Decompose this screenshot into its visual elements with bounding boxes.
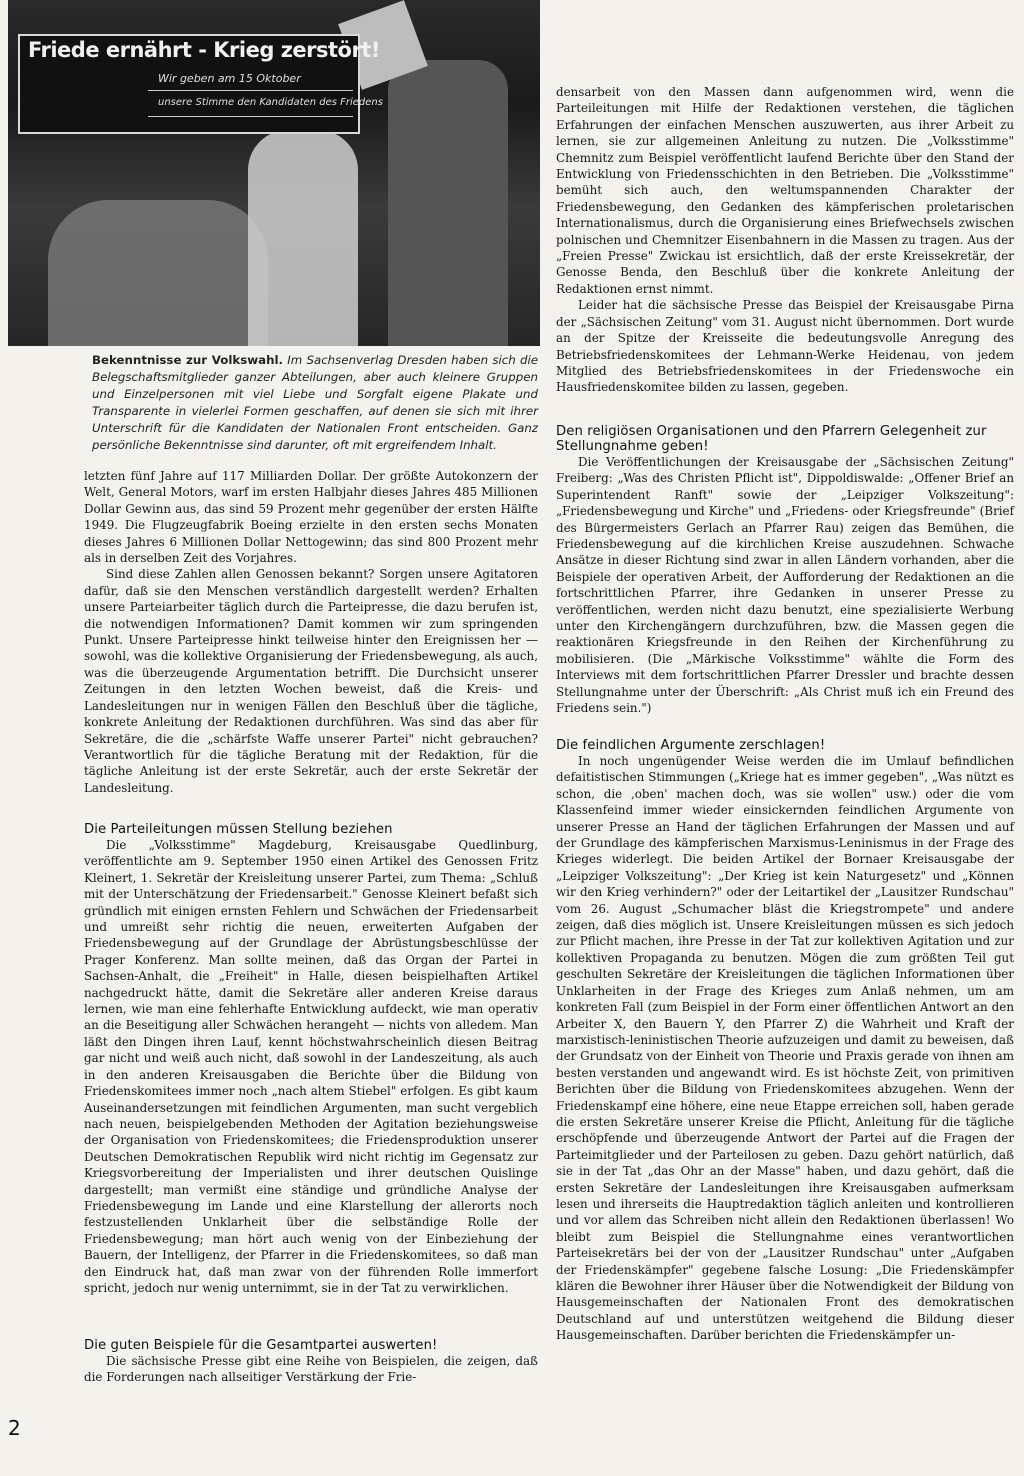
paragraph: letzten fünf Jahre auf 117 Milliarden Dollar. Der größte Autokonzern der Welt, General Motors, warf im ersten Halbjahr dieses Jahres 485 Millionen Dollar Gewinn aus, das sind 59 Prozent mehr gegenüber der ersten Hälfte 1949. Die Flugzeugfabrik Boeing erzielte in den ersten sechs Monaten dieses Jahres 6 Millionen Dollar Nettogewinn; das sind 800 Prozent mehr als in derselben Zeit des Vorjahres.	[84, 469, 538, 566]
photo	[8, 0, 540, 346]
section-heading: Die feindlichen Argumente zerschlagen!	[556, 738, 826, 753]
section-heading: Den religiösen Organisationen und den Pfarrern Gelegenheit zur Stellungnahme geben!	[556, 424, 987, 454]
right-column-section-1	[556, 424, 1014, 717]
section-heading: Die Parteileitungen müssen Stellung beziehen	[84, 822, 393, 837]
page-number: 2	[8, 1416, 21, 1440]
paragraph: Leider hat die sächsische Presse das Beispiel der Kreisausgabe Pirna der „Sächsischen Zeitung" vom 31. August nicht übernommen. Dort wurde an der Spitze der Kreisseite die bedeutungsvolle Anregung des Betriebsfriedenskomitees der Lehmann-Werke Heidenau, von jedem Mitglied des Betriebsfriedenskomitees in der Friedenswoche ein Hausfriedenskomitee bilden zu lassen, gegeben.	[556, 298, 1014, 395]
caption-body: Im Sachsenverlag Dresden haben sich die Belegschaftsmitglieder ganzer Abteilungen, aber auch kleinere Gruppen und Einzelpersonen mit viel Liebe und Sorgfalt eigene Plakate und Transparente in vielerlei Formen geschaffen, auf denen sie sich mit ihrer Unterschrift für die Kandidaten der Nationalen Front entscheiden. Ganz persönliche Bekenntnisse sind darunter, oft mit ergreifendem Inhalt.	[92, 353, 539, 452]
paragraph: In noch ungenügender Weise werden die im Umlauf befindlichen defaitistischen Stimmungen („Kriege hat es immer gegeben", „Was nützt es schon, die ‚oben' machen doch, was sie wollen" usw.) oder die vom Klassenfeind immer wieder einsickernden feindlichen Argumente von unserer Presse an Hand der täglichen Erfahrungen der Massen und auf der Grundlage des kämpferischen Marxismus-Leninismus in der Frage des Krieges widerlegt. Die beiden Artikel der Bornaer Kreisausgabe der „Leipziger Volkszeitung": „Der Krieg ist kein Naturgesetz" und „Können wir den Krieg verhindern?" oder der Leitartikel der „Lausitzer Rundschau" vom 26. August „Schumacher bläst die Kriegstrompete" und andere zeigen, daß dies möglich ist. Unsere Kreisleitungen müssen es sich jedoch zur Pflicht machen, ihre Presse in der Tat zur kollektiven Agitation und zur kollektiven Propaganda zu benutzen. Mögen die zum größten Teil gut geschulten Sekretäre der Kreisleitungen die täglichen Informationen über Unklarheiten in der Frage des Krieges zum Anlaß nehmen, um am konkreten Fall (zum Beispiel in der Form einer öffentlichen Antwort an den Arbeiter X, den Bauern Y, den Pfarrer Z) die Wahrheit und Kraft der marxistisch-leninistischen Theorie aufzuzeigen und damit zu beweisen, daß der Grundsatz von der Einheit von Theorie und Praxis gerade von ihnen am besten verstanden und angewandt wird. Es ist höchste Zeit, von primitiven Berichten über die Bildung von Friedenskomitees abzugehen. Wenn der Friedenskampf eine höhere, eine neue Etappe erreichen soll, haben gerade die ersten Sekretäre unserer Kreise die Pflicht, Anleitung für die tägliche erschöpfende und überzeugende Antwort der Partei auf die Fragen der Parteimitglieder und der Parteilosen zu geben. Dazu gehört natürlich, daß sie in der Tat „das Ohr an der Masse" haben, und dazu gehört, daß die ersten Sekretäre der Landesleitungen ihre Kreisausgaben aufmerksam lesen und ihrerseits die Hauptredaktion täglich anleiten und kontrollieren und vor allem das Schreiben nicht allein den Redaktionen überlassen! Wo bleibt zum Beispiel die Stellungnahme eines verantwortlichen Parteisekretärs bei der von der „Lausitzer Rundschau" unter „Aufgaben der Friedenskämpfer" gegebene falsche Losung: „Die Friedenskämpfer klären die Bewohner ihrer Häuser über die Notwendigkeit der Bildung von Hausgemeinschaften der Nationalen Front des demokratischen Deutschland auf und unterstützen weitgehend die Bildung dieser Hausgemeinschaften. Darüber berichten die Friedenskämpfer un-	[556, 754, 1014, 1343]
left-column-section-2	[84, 1338, 538, 1386]
section-heading: Die guten Beispiele für die Gesamtpartei auswerten!	[84, 1338, 438, 1353]
paragraph: Die Veröffentlichungen der Kreisausgabe der „Sächsischen Zeitung" Freiberg: „Was des Christen Pflicht ist", Dippoldiswalde: „Offener Brief an Superintendent Ranft" sowie der „Leipziger Volkszeitung": „Friedensbewegung und Kirche" und „Friedens- oder Kriegsfreunde" (Brief des Bürgermeisters Gerlach an Pfarrer Rau) zeigen das Bemühen, die Friedensbewegung auf die kirchlichen Kreise auszudehnen. Schwache Ansätze in dieser Richtung sind zwar in allen Ländern vorhanden, aber die Beispiele der operativen Arbeit, der Aufforderung der Redaktionen an die fortschrittlichen Pfarrer, ihre Gedanken in unserer Presse zu veröffentlichen, werden nicht dazu benutzt, eine spezialisierte Werbung unter den Kirchengängern durchzuführen, bzw. die Massen gegen die reaktionären Kriegsfreunde in den Reihen der Kirchenführung zu mobilisieren. (Die „Märkische Volksstimme" wählte die Form des Interviews mit dem fortschrittlichen Pfarrer Dressler und brachte dessen Stellungnahme unter der Überschrift: „Als Christ muß ich ein Freund des Friedens sein.")	[556, 455, 1014, 716]
right-column-section-2	[556, 738, 1014, 1344]
photo-banner-title: Friede ernährt - Krieg zerstört!	[28, 38, 380, 62]
photo-figure-woman	[48, 200, 268, 346]
photo-caption	[92, 352, 538, 454]
right-column-top	[556, 84, 1014, 396]
photo-banner-line-1: Wir geben am 15 Oktober	[158, 72, 301, 85]
left-column-section-1	[84, 822, 538, 1296]
caption-title: Bekenntnisse zur Volkswahl.	[92, 353, 284, 367]
photo-banner-rule	[148, 90, 353, 91]
paragraph: Die „Volksstimme" Magdeburg, Kreisausgabe Quedlinburg, veröffentlichte am 9. September 1950 einen Artikel des Genossen Fritz Kleinert, 1. Sekretär der Kreisleitung unserer Partei, zum Thema: „Schluß mit der Unterschätzung der Friedensarbeit." Genosse Kleinert befaßt sich gründlich mit einigen ernsten Fehlern und Schwächen der Friedensarbeit und umreißt sehr richtig die neuen, erweiterten Aufgaben der Friedensbewegung auf der Grundlage der Abrüstungsbeschlüsse der Prager Konferenz. Man sollte meinen, daß das Organ der Partei in Sachsen-Anhalt, die „Freiheit" in Halle, diesen beispielhaften Artikel nachgedruckt hätte, damit die Sekretäre aller anderen Kreise daraus lernen, wie man eine fehlerhafte Entwicklung aufdeckt, wie man operativ an die Beseitigung aller Schwächen herangeht — nichts von alledem. Man läßt den Dingen ihren Lauf, kennt höchstwahrscheinlich diesen Beitrag gar nicht und weiß auch nicht, daß sowohl in der Landeszeitung, als auch in den anderen Kreisausgaben die Berichte über die Bildung von Friedenskomitees immer noch „nach altem Stiebel" erfolgen. Es gibt kaum Auseinandersetzungen mit feindlichen Argumenten, man sucht vergeblich nach neuen, beispielgebenden Methoden der Agitation beziehungsweise der Organisation von Friedenskomitees; die Friedensproduktion unserer Deutschen Demokratischen Republik wird nicht richtig im Gegensatz zur Kriegsvorbereitung der Imperialisten und ihrer deutschen Quislinge dargestellt; man vermißt eine ständige und gründliche Analyse der Friedensbewegung im Lande und eine Klarstellung der allerorts noch festzustellenden Unklarheit über die selbständige Rolle der Friedensbewegung; man hört auch wenig von der Einbeziehung der Bauern, der Intelligenz, der Pfarrer in die Friedenskomitees, so daß man den Eindruck hat, daß man zwar von der führenden Rolle immerfort spricht, jedoch nur wenig unternimmt, sie in der Tat zu verwirklichen.	[84, 838, 538, 1295]
paragraph: Sind diese Zahlen allen Genossen bekannt? Sorgen unsere Agitatoren dafür, daß sie den Menschen verständlich dargestellt werden? Erhalten unsere Parteiarbeiter täglich durch die Parteipresse, die dazu berufen ist, die notwendigen Informationen? Damit kommen wir zum springenden Punkt. Unsere Parteipresse hinkt teilweise hinter den Ereignissen her — sowohl, was die kollektive Organisierung der Friedensbewegung, als auch, was die überzeugende Argumentation betrifft. Die Durchsicht unserer Zeitungen in den letzten Wochen beweist, daß die Kreis- und Landesleitungen nur in wenigen Fällen den Beschluß über die tägliche, konkrete Anleitung der Redaktionen durchführen. Was sind das aber für Sekretäre, die die „schärfste Waffe unserer Partei" nicht gebrauchen? Verantwortlich für die tägliche Beratung mit der Redaktion, für die tägliche Anleitung ist der erste Sekretär, auch der erste Sekretär der Landesleitung.	[84, 567, 538, 795]
paragraph: densarbeit von den Massen dann aufgenommen wird, wenn die Parteileitungen mit Hilfe der Redaktionen verstehen, die täglichen Erfahrungen der einfachen Menschen auszuwerten, aus ihrer Arbeit zu lernen, sie zur allgemeinen Anleitung zu nutzen. Die „Volksstimme" Chemnitz zum Beispiel veröffentlicht laufend Berichte über den Stand der Entwicklung von Friedensschichten in den Betrieben. Die „Volksstimme" bemüht sich auch, den weltumspannenden Charakter der Friedensbewegung, den Gedanken des kämpferischen proletarischen Internationalismus, durch die Organisierung eines Briefwechsels zwischen polnischen und Chemnitzer Eisenbahnern in die Massen zu tragen. Aus der „Freien Presse" Zwickau ist ersichtlich, daß der erste Kreissekretär, der Genosse Benda, den Beschluß über die konkrete Anleitung der Redaktionen ernst nimmt.	[556, 85, 1014, 296]
photo-figure-man-white-shirt	[248, 130, 358, 346]
paragraph: Die sächsische Presse gibt eine Reihe von Beispielen, die zeigen, daß die Forderungen nach allseitiger Verstärkung der Frie-	[84, 1354, 538, 1385]
photo-figure-man-dark-suit	[388, 60, 508, 346]
photo-banner-rule	[148, 116, 353, 117]
left-column-top	[84, 468, 538, 796]
photo-banner-line-2: unsere Stimme den Kandidaten des Friedens	[158, 97, 383, 108]
